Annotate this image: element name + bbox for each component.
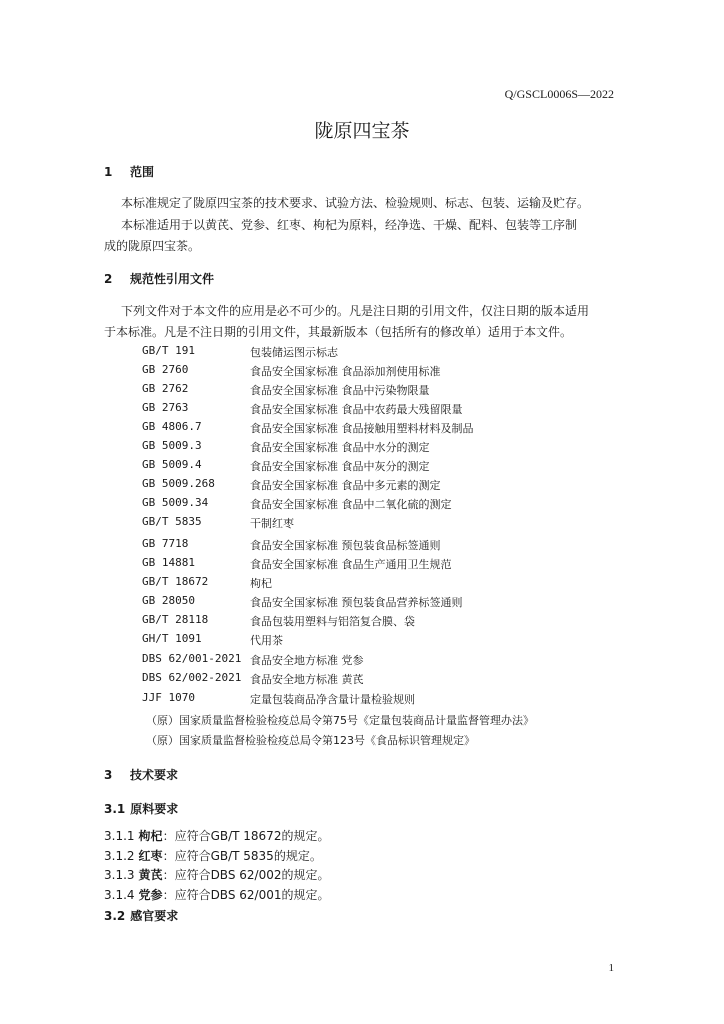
subsection-heading-sensory [104, 907, 178, 924]
material-name: 黄芪 [138, 868, 163, 882]
reference-name: 干制红枣 [250, 517, 294, 530]
reference-name: 食品安全国家标准 食品中农药最大残留限量 [250, 403, 463, 416]
clause-number: 3.1.3 [104, 868, 135, 882]
reference-name: 食品安全国家标准 食品中水分的测定 [250, 441, 430, 454]
reference-code: DBS 62/001-2021 [142, 652, 242, 665]
reference-name: 食品安全国家标准 食品中污染物限量 [250, 384, 430, 397]
section-number: 3.2 [104, 909, 126, 923]
reference-code: JJF 1070 [142, 691, 195, 704]
material-text: ：应符合GB/T 5835的规定。 [162, 849, 322, 863]
section-title: 范围 [130, 165, 155, 179]
reference-code: GB 2762 [142, 382, 189, 395]
reference-code: GB/T 28118 [142, 613, 209, 626]
section-number: 3 [104, 768, 113, 782]
section-title: 技术要求 [130, 768, 179, 782]
reference-code: GB/T 191 [142, 344, 195, 357]
reference-name: 食品安全地方标准 黄芪 [250, 673, 364, 686]
reference-name: 定量包装商品净含量计量检验规则 [250, 693, 415, 706]
material-text: ：应符合DBS 62/001的规定。 [162, 888, 330, 902]
reference-code: GB 5009.4 [142, 458, 202, 471]
reference-name: 枸杞 [250, 577, 272, 590]
references-intro-line-1: 下列文件对于本文件的应用是必不可少的。凡是注日期的引用文件，仅注日期的版本适用 [121, 304, 590, 318]
reference-name: 食品安全地方标准 党参 [250, 654, 364, 667]
regulation-item: （原）国家质量监督检验检疫总局令第123号《食品标识管理规定》 [146, 734, 475, 747]
section-heading-references [104, 270, 214, 287]
reference-name: 食品包装用塑料与铝箔复合膜、袋 [250, 615, 415, 628]
clause-number: 3.1.1 [104, 829, 135, 843]
reference-code: GB/T 18672 [142, 575, 209, 588]
reference-name: 代用茶 [250, 634, 283, 647]
reference-code: DBS 62/002-2021 [142, 671, 242, 684]
material-requirement [104, 847, 322, 864]
reference-code: GB 5009.34 [142, 496, 209, 509]
reference-code: GB 5009.3 [142, 439, 202, 452]
section-heading-technical-requirements [104, 766, 178, 783]
section-title: 感官要求 [130, 909, 179, 923]
page-number: 1 [608, 962, 614, 974]
material-name: 红枣 [138, 849, 163, 863]
reference-name: 食品安全国家标准 预包装食品标签通则 [250, 539, 441, 552]
material-requirement [104, 866, 329, 883]
document-code: Q/GSCL0006S—2022 [504, 87, 614, 101]
section-number: 1 [104, 165, 113, 179]
section-heading-scope [104, 163, 154, 180]
material-requirement [104, 827, 329, 844]
reference-code: GB 14881 [142, 556, 195, 569]
clause-number: 3.1.2 [104, 849, 135, 863]
reference-name: 食品安全国家标准 食品接触用塑料材料及制品 [250, 422, 474, 435]
reference-code: GH/T 1091 [142, 632, 202, 645]
material-text: ：应符合GB/T 18672的规定。 [162, 829, 330, 843]
reference-name: 食品安全国家标准 预包装食品营养标签通则 [250, 596, 463, 609]
reference-code: GB 2763 [142, 401, 189, 414]
reference-code: GB 28050 [142, 594, 195, 607]
reference-code: GB 5009.268 [142, 477, 215, 490]
reference-name: 食品安全国家标准 食品中多元素的测定 [250, 479, 441, 492]
scope-paragraph-1: 本标准规定了陇原四宝茶的技术要求、试验方法、检验规则、标志、包装、运输及贮存。 [121, 196, 590, 210]
section-number: 2 [104, 272, 113, 286]
section-title: 原料要求 [130, 802, 179, 816]
reference-code: GB/T 5835 [142, 515, 202, 528]
clause-number: 3.1.4 [104, 888, 135, 902]
reference-code: GB 4806.7 [142, 420, 202, 433]
references-intro-line-2: 于本标准。凡是不注日期的引用文件，其最新版本（包括所有的修改单）适用于本文件。 [104, 325, 573, 339]
scope-paragraph-2-line-1: 本标准适用于以黄芪、党参、红枣、枸杞为原料，经净选、干燥、配料、包装等工序制 [121, 218, 578, 232]
reference-name: 食品安全国家标准 食品添加剂使用标准 [250, 365, 441, 378]
reference-name: 食品安全国家标准 食品生产通用卫生规范 [250, 558, 452, 571]
subsection-heading-raw-materials [104, 800, 178, 817]
section-title: 规范性引用文件 [130, 272, 215, 286]
material-name: 枸杞 [138, 829, 163, 843]
reference-code: GB 2760 [142, 363, 189, 376]
material-requirement [104, 886, 329, 903]
regulation-item: （原）国家质量监督检验检疫总局令第75号《定量包装商品计量监督管理办法》 [146, 714, 534, 727]
section-number: 3.1 [104, 802, 126, 816]
page-title: 陇原四宝茶 [314, 120, 410, 142]
material-name: 党参 [138, 888, 163, 902]
reference-name: 包装储运图示标志 [250, 346, 338, 359]
material-text: ：应符合DBS 62/002的规定。 [162, 868, 330, 882]
scope-paragraph-2-line-2: 成的陇原四宝茶。 [104, 239, 201, 253]
reference-code: GB 7718 [142, 537, 189, 550]
reference-name: 食品安全国家标准 食品中二氧化硫的测定 [250, 498, 452, 511]
reference-name: 食品安全国家标准 食品中灰分的测定 [250, 460, 430, 473]
